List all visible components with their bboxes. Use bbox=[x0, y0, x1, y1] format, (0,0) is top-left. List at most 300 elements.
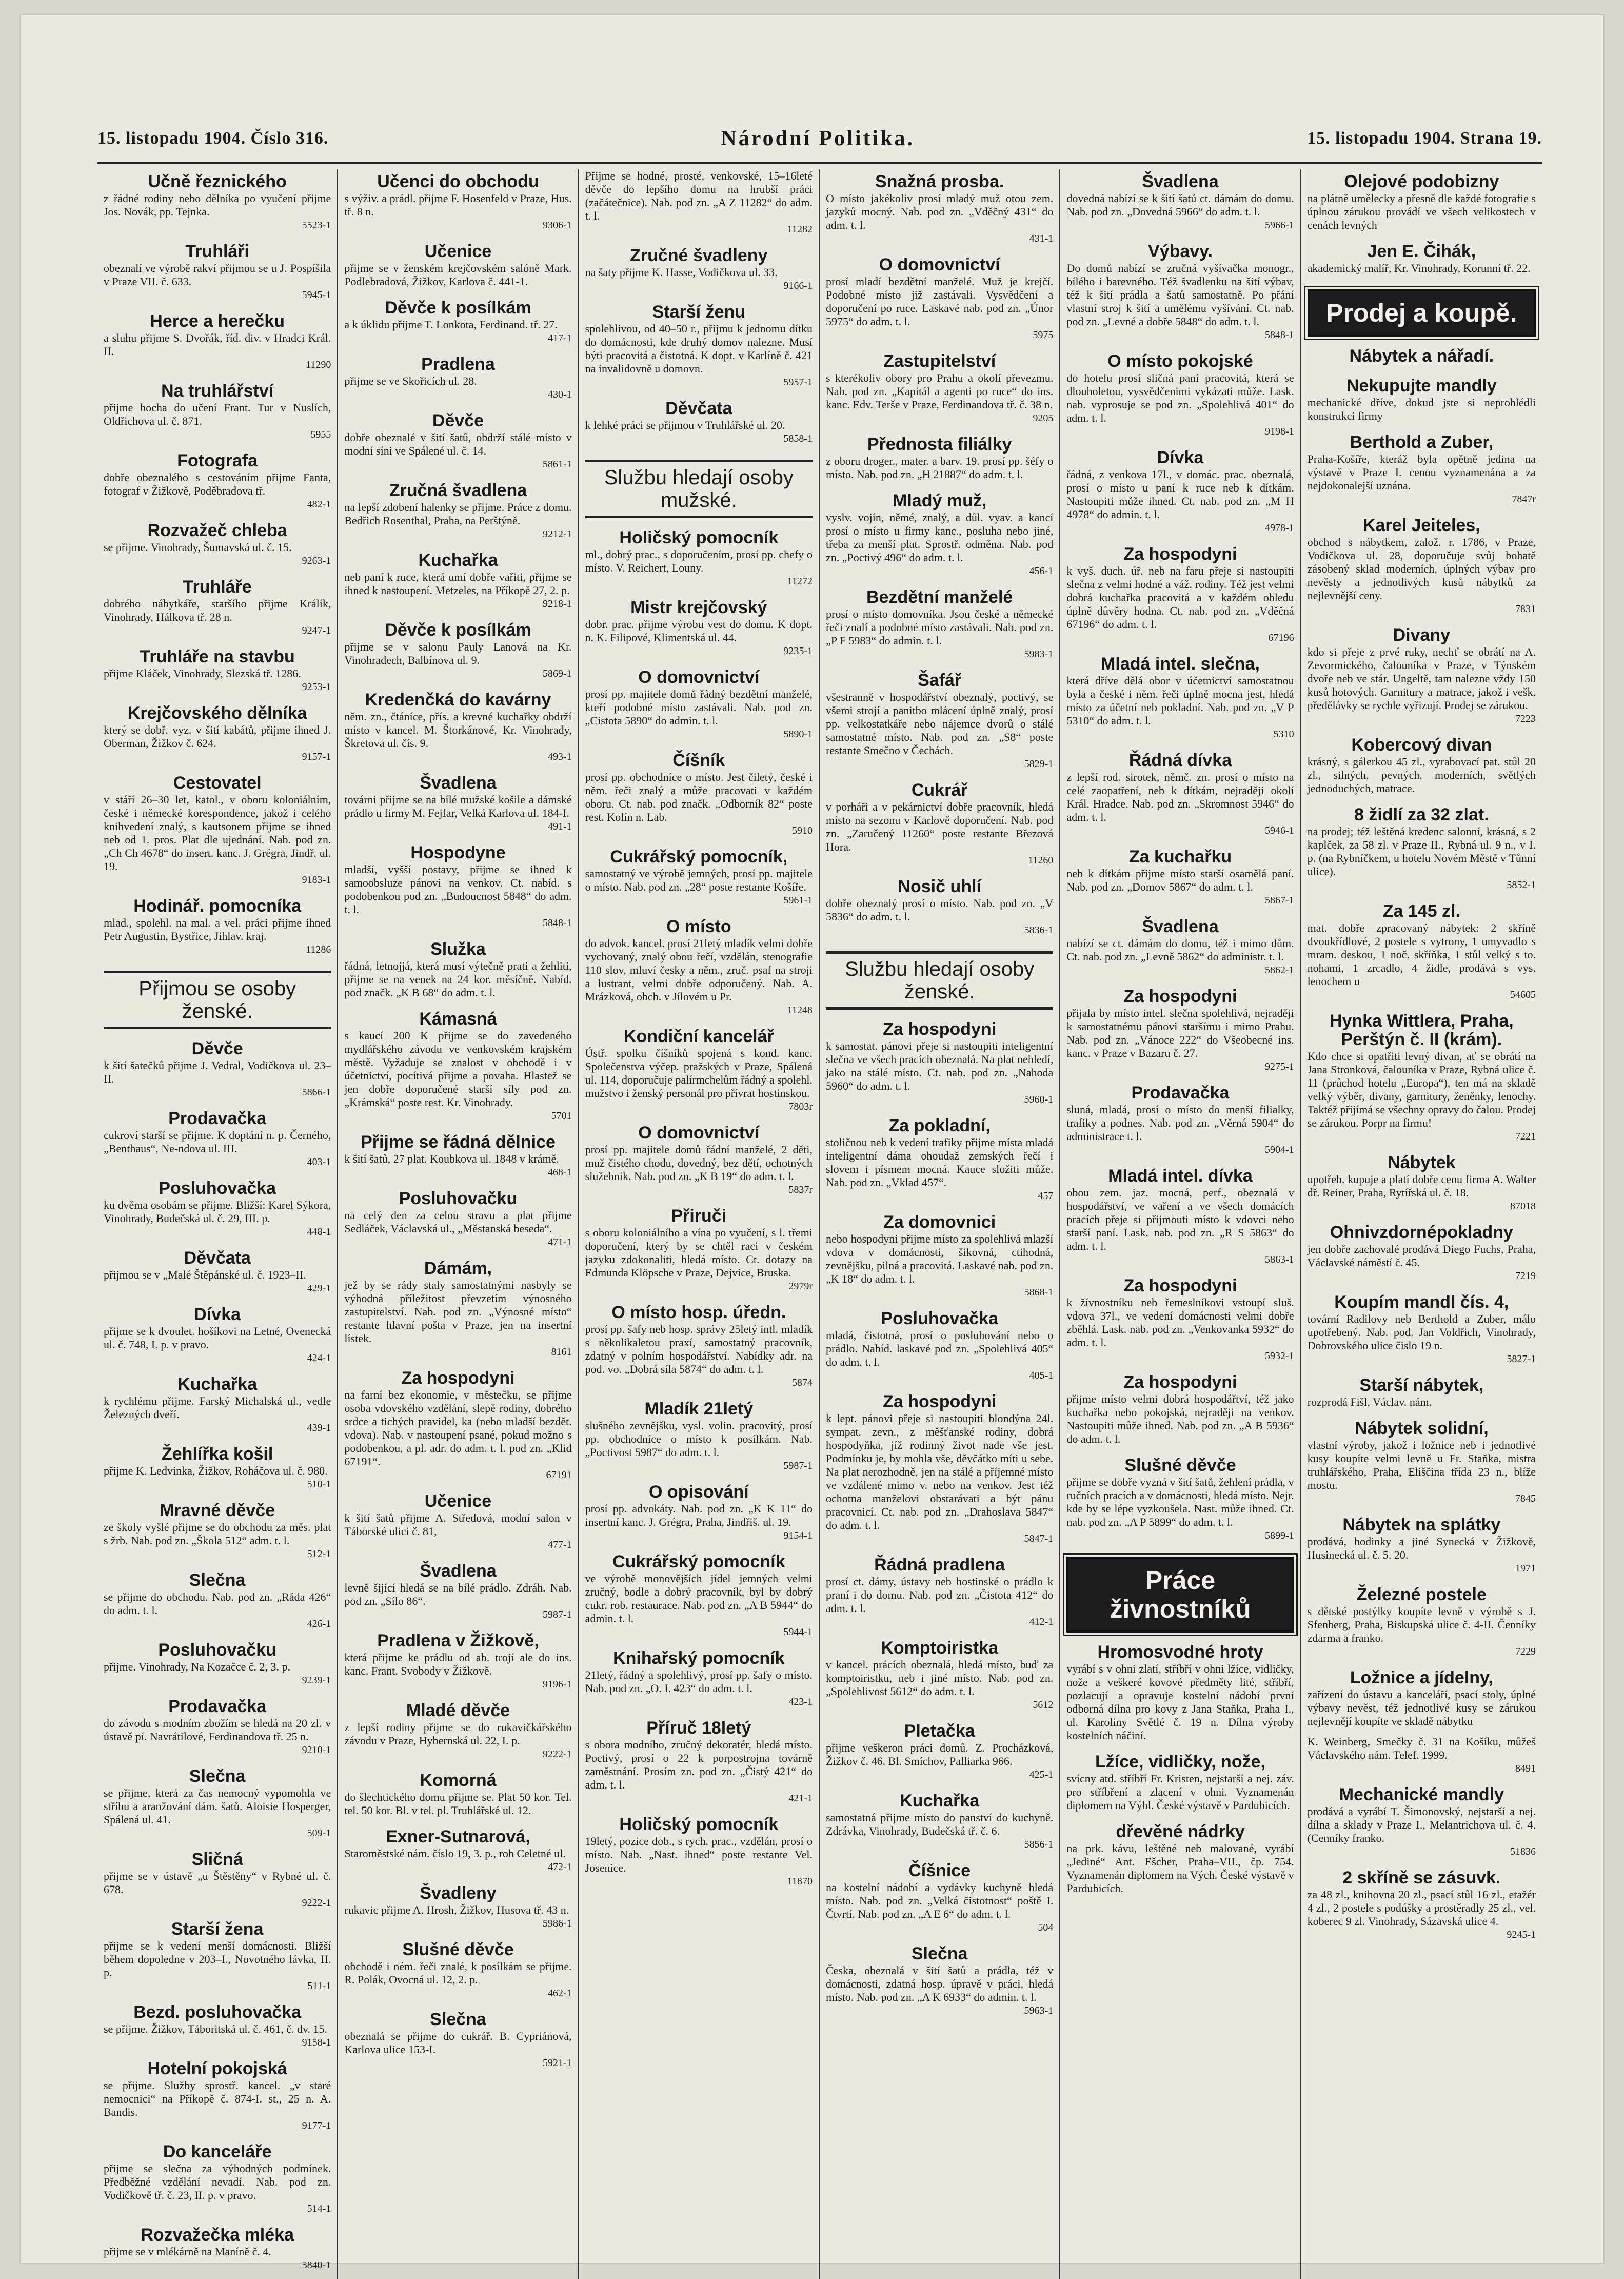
ad-text: kdo si přeje z prvé ruky, nechť se obrátí na A. Zevormického, čalouníka v Praze, v Týnském dvoře neb ve stár. Ungeltě, tam nalezne vždy 150 kusů hotových. Garnitury a matrace, jakož i vešk. předělávky se rychle vyřizují. Prodej se zárukou. bbox=[1307, 645, 1536, 712]
ad-text: Přijme se hodné, prosté, venkovské, 15–16leté děvče do lepšího domu na hrubší práci (začátečnice). Nab. pod zn. „A Z 11282“ do adm. t. l. bbox=[585, 169, 813, 222]
ad-text: 19letý, pozice dob., s rych. prac., vzdělán, prosí o místo. Nab. „Nast. ihned“ poste restante Vel. Josenice. bbox=[585, 1835, 813, 1874]
ad-title: Mladá intel. dívka bbox=[1108, 1166, 1253, 1186]
ad-reference-number: 425-1 bbox=[1029, 1769, 1054, 1780]
classified-ad bbox=[1308, 802, 1536, 892]
classified-ad bbox=[344, 937, 571, 999]
ad-title: Karel Jeiteles, bbox=[1362, 516, 1480, 535]
ad-title: Slušné děvče bbox=[1124, 1456, 1236, 1475]
classified-ad bbox=[104, 1176, 331, 1239]
ad-text: přijme. Vinohrady, Na Kozačce č. 2, 3. p. bbox=[104, 1660, 290, 1673]
ad-title: Holičský pomocník bbox=[619, 1815, 779, 1834]
ad-title: Kredenčká do kavárny bbox=[365, 690, 551, 710]
ad-title: Za hospodyni bbox=[1123, 1372, 1237, 1392]
ad-title: Jen E. Čihák, bbox=[1367, 242, 1476, 261]
classified-ad bbox=[104, 1498, 331, 1561]
ad-title: Starší žena bbox=[171, 1919, 264, 1939]
ad-reference-number: 510-1 bbox=[307, 1479, 331, 1490]
ad-reference-number: 5856-1 bbox=[1024, 1839, 1054, 1850]
ad-reference-number: 7221 bbox=[1515, 1131, 1536, 1142]
ad-text: akademický malíř, Kr. Vinohrady, Korunní tř. 22. bbox=[1307, 262, 1531, 274]
classified-ad bbox=[104, 2223, 331, 2272]
ad-reference-number: 9154-1 bbox=[783, 1530, 813, 1541]
classified-ad bbox=[104, 771, 331, 887]
column-3 bbox=[579, 169, 820, 2279]
ad-text: zařízení do ústavu a kanceláří, psací stoly, úplné výbavy nevěst, též jednotlivé kusy se zárukou nejlevnějí koupíte ve skladě nábytku bbox=[1307, 1688, 1536, 1727]
ad-text: upotřeb. kupuje a platí dobře cenu firma A. Walter dř. Reiner, Praha, Rytířská ul. č. 18. bbox=[1307, 1173, 1536, 1199]
ad-title: Nábytek solidní, bbox=[1354, 1419, 1489, 1438]
ad-reference-number: 477-1 bbox=[547, 1539, 572, 1550]
ad-text: prodává a vyrábí T. Šimonovský, nejstarší a nej. dílna a sklady v Praze I., Melantrichova ul. č. 4. (Cenníky franko. bbox=[1307, 1805, 1536, 1844]
ad-title: Rozvažeč chleba bbox=[147, 521, 287, 540]
ad-title: Zručné švadleny bbox=[630, 246, 768, 265]
ad-title: Švadleny bbox=[420, 1883, 497, 1903]
ad-title: Švadlena bbox=[1142, 172, 1219, 191]
classified-ad bbox=[1308, 1220, 1536, 1283]
classified-ad bbox=[826, 778, 1053, 867]
ad-text: z lepší rodiny přijme se do rukavičkářského závodu v Praze, Hybernská ul. 22, I. p. bbox=[344, 1721, 572, 1747]
ad-text: přijme hocha do učení Frant. Tur v Nuslích, Oldřichova ul. č. 871. bbox=[104, 401, 331, 427]
ad-text: do šlechtického domu přijme se. Plat 50 kor. Tel. tel. 50 kor. Bl. v tel. pl. Truhlářské ul. 12. bbox=[344, 1791, 572, 1817]
ad-text: dovedná nabízí se k šití šatů ct. dámám do domu. Nab. pod zn. „Dovedná 5966“ do adm. t. l. bbox=[1066, 192, 1294, 218]
ad-text: na celý den za celou stravu a plat přijme Sedláček, Václavská ul., „Městanská beseda“. bbox=[344, 1209, 572, 1235]
ad-reference-number: 87018 bbox=[1510, 1201, 1536, 1212]
ad-reference-number: 5869-1 bbox=[542, 668, 572, 679]
ad-title: Příruč 18letý bbox=[646, 1718, 751, 1738]
section-heading: Službu hledají osoby mužské. bbox=[585, 460, 813, 518]
classified-ad bbox=[585, 844, 813, 907]
classified-ad bbox=[104, 894, 331, 956]
ad-title: Posluhovačka bbox=[159, 1178, 276, 1198]
ad-text: Staroměstské nám. číslo 19, 3. p., roh Celetné ul. bbox=[344, 1847, 566, 1860]
header-date-issue: 15. listopadu 1904. Číslo 316. bbox=[97, 129, 329, 148]
classified-ad bbox=[826, 1389, 1053, 1545]
ad-reference-number: 504 bbox=[1038, 1922, 1054, 1933]
ad-text: Do domů nabízí se zručná vyšívačka monogr., bílého i barevného. Též švadlenku na šití výbav, též k šití prádla a šatů samostatně. Po přání vlastní stroj k šití a umělému vyšívání. Ct. nab. pod zn. „Levné a dobře 5848“ do adm. t. l. bbox=[1066, 262, 1294, 328]
ad-reference-number: 9210-1 bbox=[302, 1744, 331, 1756]
ad-title: Slečna bbox=[911, 1944, 968, 1963]
classified-ad bbox=[1066, 349, 1294, 438]
ad-text: továrni přijme se na bílé mužské košile a dámské prádlo u firmy M. Fejfar, Velká Karlova ul. 184-I. bbox=[344, 793, 572, 819]
classified-ad bbox=[104, 1372, 331, 1435]
classified-ad bbox=[1308, 169, 1536, 232]
ad-reference-number: 11248 bbox=[787, 1005, 813, 1016]
classified-ad bbox=[104, 575, 331, 637]
ad-text: k šití šatečků přijme J. Vedral, Vodičkova ul. 23–II. bbox=[104, 1059, 331, 1085]
classified-ad bbox=[585, 1646, 813, 1708]
ad-text: K. Weinberg, Smečky č. 31 na Košíku, můžeš Václavského nám. Telef. 1999. bbox=[1307, 1735, 1536, 1761]
ad-title: Učenci do obchodu bbox=[377, 172, 539, 191]
ad-title: Pletačka bbox=[904, 1721, 975, 1741]
ad-text: mladá, čistotná, prosí o posluhování nebo o prádlo. Nabíd. laskavé pod zn. „Spolehlivá 405“ do adm. t. l. bbox=[826, 1329, 1054, 1368]
ad-text: stoličnou neb k vedení trafiky přijme místa mladá inteligentní dáma ohoudaž zemských řečí i slovem i písmem mocná. Kauce složiti může. Nab. pod zn. „Vklad 457“. bbox=[826, 1136, 1054, 1189]
ad-reference-number: 462-1 bbox=[547, 1988, 572, 1999]
classified-ad bbox=[104, 448, 331, 511]
classified-ad bbox=[1066, 748, 1294, 837]
classified-ad bbox=[1308, 623, 1536, 725]
ad-reference-number: 5848-1 bbox=[1264, 329, 1294, 341]
ad-text: O místo jakékoliv prosí mladý muž otou zem. jazyků mocný. Nab. pod zn. „Vděčný 431“ do adm. t. l. bbox=[826, 192, 1054, 231]
ad-text: přijme se dobře vyzná v šití šatů, žehlení prádla, v ručních pracích a v domácnosti, hledá místo. Nejr. kde by se lépe vyzkoušela. Nast. může ihned. Ct. nab. pod zn. „A P 5899“ do adm. t. l. bbox=[1066, 1476, 1294, 1528]
ad-title: Sličná bbox=[191, 1850, 243, 1869]
ad-title: Nábytek a nářadí. bbox=[1349, 346, 1494, 366]
ad-title: Koupím mandl čís. 4, bbox=[1334, 1292, 1509, 1312]
ad-title: Pradlena v Žižkově, bbox=[377, 1631, 539, 1651]
ad-title: Dámám, bbox=[424, 1259, 492, 1278]
classified-ad bbox=[104, 1246, 331, 1295]
ad-text: přijme se k dvoulet. hošíkovi na Letné, Ovenecká ul. č. 748, I. p. v pravo. bbox=[104, 1325, 331, 1351]
ad-text: obchodě i ném. řeči znalé, k posílkám se přijme. R. Polák, Ovocná ul. 12, 2. p. bbox=[344, 1960, 572, 1986]
ad-text: nebo hospodyni přijme místo za spolehlivá mlazší vdova v domácnosti, šikovná, ctihodná, zevnějšku, pilná a pracovitá. Laskavé nab. pod zn. „K 18“ do adm. t. l. bbox=[826, 1232, 1054, 1285]
ad-text: přijme se v ženském krejčovském salóně Mark. Podlebradová, Žižkov, Karlova č. 441-1. bbox=[344, 262, 572, 288]
classified-ad bbox=[1066, 1164, 1294, 1266]
ad-title: Kobercový divan bbox=[1351, 735, 1492, 755]
boxed-section-heading: Práce živnostníků bbox=[1066, 1557, 1294, 1633]
classified-ad bbox=[826, 1553, 1053, 1628]
classified-ad bbox=[1066, 542, 1294, 644]
classified-ad bbox=[104, 1568, 331, 1630]
ad-title: Nosič uhlí bbox=[898, 877, 981, 896]
ad-title: Děvčata bbox=[184, 1248, 251, 1268]
section-heading: Přijmou se osoby ženské. bbox=[104, 971, 331, 1029]
ad-reference-number: 9253-1 bbox=[302, 681, 331, 693]
ad-title: Truhláře bbox=[183, 577, 252, 597]
ad-text: 21letý, řádný a spolehlivý, prosí pp. šafy o místo. Nab. pod zn. „O. I. 423“ do adm. t. l. bbox=[585, 1668, 813, 1695]
ad-title: Cukrářský pomocník, bbox=[610, 847, 788, 867]
ad-title: Za hospodyni bbox=[1123, 987, 1237, 1006]
classified-ad bbox=[344, 239, 571, 288]
classified-ad bbox=[1066, 1080, 1294, 1156]
ad-title: Slečna bbox=[189, 1570, 246, 1590]
ad-text: ku dvěma osobám se přijme. Bližší: Karel Sýkora, Vinohrady, Budečská ul. č. 29, III. p. bbox=[104, 1199, 331, 1225]
ad-text: s výživ. a prádl. přijme F. Hosenfeld v Praze, Hus. tř. 8 n. bbox=[344, 192, 572, 218]
classified-ad bbox=[344, 840, 571, 930]
ad-title: Truhláře na stavbu bbox=[140, 647, 295, 666]
classified-ad bbox=[826, 349, 1053, 425]
ad-title: Číšnice bbox=[908, 1861, 971, 1880]
classified-ad bbox=[1308, 1582, 1536, 1658]
classified-ad bbox=[344, 1881, 571, 1930]
ad-title: Přednosta filiálky bbox=[867, 435, 1012, 454]
ad-title: Děvče k posílkám bbox=[385, 298, 531, 318]
ad-text: z lepší rod. sirotek, němč. zn. prosí o místo na celé zaopatření, neb k dítkám, nejraději okolí Král. Hradce. Nab. pod zn. „Skromnost 5946“ do adm. t. l. bbox=[1066, 771, 1294, 823]
ad-reference-number: 5987-1 bbox=[542, 1609, 572, 1620]
ad-text: která přijme ke prádlu od ab. trojí ale do ins. kanc. Frant. Svobody v Žižkově. bbox=[344, 1651, 572, 1677]
ad-title: Herce a herečku bbox=[150, 311, 285, 331]
ad-title: Starší ženu bbox=[652, 302, 746, 322]
classified-ad bbox=[826, 668, 1053, 771]
ad-text: svícny atd. stříbří Fr. Kristen, nejstarší a nej. záv. pro stříbření a zlacení v ohni. Vyznamenán diplomem na Výbl. České výstavě v Pardubicích. bbox=[1066, 1772, 1294, 1812]
ad-title: Učně řeznického bbox=[148, 172, 287, 191]
ad-reference-number: 5910 bbox=[792, 825, 813, 836]
boxed-section-heading: Prodej a koupě. bbox=[1308, 289, 1536, 337]
classified-ad bbox=[1066, 1640, 1294, 1742]
classified-ad bbox=[1308, 1512, 1536, 1575]
classified-ad bbox=[344, 1007, 571, 1123]
ad-text: všestranně v hospodářství obeznalý, poctivý, se všemi strojí a panitbo mlácení úplně znalý, prosí pp. velkostatkáře nebo nájemce dvorů o stálé samostatné místo. Nab. pod zn. „S8“ poste restante Smečno v Čechách. bbox=[826, 691, 1054, 757]
ad-reference-number: 9218-1 bbox=[542, 598, 572, 610]
classified-ad bbox=[585, 1716, 813, 1805]
ad-title: Ložnice a jídelny, bbox=[1350, 1668, 1493, 1687]
ad-text: a k úklidu přijme T. Lonkota, Ferdinand. tř. 27. bbox=[344, 318, 558, 331]
ad-reference-number: 5983-1 bbox=[1024, 649, 1054, 660]
classified-ad bbox=[585, 1549, 813, 1639]
ad-title: Bezdětní manželé bbox=[866, 587, 1013, 607]
ad-title: Prodavačka bbox=[1131, 1083, 1230, 1103]
ad-title: Švadlena bbox=[420, 1561, 497, 1581]
ad-title: Truhláři bbox=[185, 242, 250, 261]
ad-text: na prodej; též leštěná kredenc salonní, krásná, s 2 kaplček, za 58 zl. v Praze II., Rybná ul. 9 n., v I. p. (na Rybníčkem, u hotelu Novém Městě v Tůnní ulice). bbox=[1307, 825, 1536, 878]
classified-ad bbox=[104, 1036, 331, 1099]
ad-reference-number: 424-1 bbox=[307, 1352, 331, 1364]
classified-ad bbox=[585, 1480, 813, 1542]
ad-text: přijme místo velmi dobrá hospodářtví, též jako kuchařka nebo pokojská, nejraději na venkov. Nastoupiti může ihned. Nab. pod zn. „A B 5936“ do adm. t. l. bbox=[1066, 1392, 1294, 1445]
column-1 bbox=[97, 169, 338, 2279]
ad-text: k lept. pánovi přeje si nastoupiti blondýna 24l. sympat. zevn., z měšťanské rodiny, dobrá hospodyňka, jíž rodinný život nade vše jest. Podmínku je, by mohla vše, děvčátko míti u sebe. Na plat nerozhodně, jen na stálé a příjemné místo ve vzdálené mimo v. nebo na venkov. Jest též ochotna manželovi obstarávati a být pánu pracovnicí. Ct. nab. pod zn. „Drahoslava 5847“ do adm. t. l. bbox=[826, 1412, 1054, 1531]
ad-title: Mladík 21letý bbox=[644, 1399, 754, 1419]
classified-ad bbox=[104, 518, 331, 567]
ad-title: Slušné děvče bbox=[402, 1940, 514, 1959]
ad-reference-number: 5847-1 bbox=[1024, 1533, 1054, 1544]
ad-text: z oboru droger., mater. a barv. 19. prosí pp. šéfy o místo. Nab. pod zn. „H 21887“ do adm. t. l. bbox=[826, 455, 1054, 481]
ad-text: k rychlému přijme. Farský Michalská ul., vedle Železných dveří. bbox=[104, 1394, 331, 1421]
ad-text: do hotelu prosí sličná paní pracovitá, která se dlouholetou, vysvědčenimi vykázati může. Lask. nab. vyprosuje se pod zn. „Spolehlivá 401“ do adm. t. l. bbox=[1066, 371, 1294, 424]
header-rule bbox=[97, 162, 1542, 164]
ad-reference-number: 5986-1 bbox=[542, 1918, 572, 1929]
classified-ad bbox=[104, 1638, 331, 1687]
ad-text: se přijme do obchodu. Nab. pod zn. „Ráda 426“ do adm. t. l. bbox=[104, 1590, 331, 1617]
ad-title: Rozvažečka mléka bbox=[141, 2225, 294, 2245]
ad-title: Řádná pradlena bbox=[874, 1555, 1005, 1575]
ad-text: prosí pp. majitele domů řádný bezdětní manželé, kteří podobné místo zastávali. Nab. pod zn. „Cistota 5890“ do admin. t. l. bbox=[585, 687, 813, 727]
ad-text: něm. zn., čtáníce, přís. a krevné kuchařky obdrží místo v kancel. M. Štorkánové, Kr. Vinohrady, Škretova ul. čís. 9. bbox=[344, 710, 572, 750]
ad-reference-number: 512-1 bbox=[307, 1548, 331, 1560]
ad-text: dobrého nábytkáře, staršího přijme Králík, Vinohrady, Hálkova tř. 28 n. bbox=[104, 597, 331, 623]
ad-reference-number: 5701 bbox=[551, 1110, 572, 1122]
classified-ad bbox=[585, 396, 813, 445]
ad-text: na šaty přijme K. Hasse, Vodičkova ul. 33. bbox=[585, 266, 778, 279]
classified-ad bbox=[585, 1397, 813, 1472]
ad-reference-number: 51836 bbox=[1510, 1846, 1536, 1857]
ad-text: prodává, hodinky a jiné Synecká v Žižkově, Husinecká ul. č. 5. 20. bbox=[1307, 1535, 1536, 1561]
classified-ad bbox=[585, 1204, 813, 1293]
classified-ad bbox=[1066, 1273, 1294, 1363]
ad-text: řádná, z venkova 17l., v domác. prac. obeznalá, prosí o místo u paní k ruce neb k dítkám. Nastoupiti může ihned. Ct. nab. pod zn. „M H 4978“ do admin. t. l. bbox=[1066, 468, 1294, 521]
ad-text: ze školy vyšlé přijme se do obchodu za měs. plat s žrb. Nab. pod zn. „Škola 512“ adm. t. l. bbox=[104, 1521, 331, 1547]
ad-title: Exner-Sutnarová, bbox=[386, 1827, 530, 1846]
classified-ad bbox=[826, 252, 1053, 342]
classified-ad bbox=[585, 525, 813, 588]
classified-ad bbox=[344, 1628, 571, 1691]
classified-ad bbox=[344, 352, 571, 401]
ad-text: do závodu s modním zbožím se hledá na 20 zl. v ústavě pí. Navrátilové, Ferdinandova tř. 25 n. bbox=[104, 1717, 331, 1743]
column-6 bbox=[1301, 169, 1542, 2279]
ad-title: Kondiční kancelář bbox=[623, 1027, 774, 1046]
ad-title: Do kanceláře bbox=[163, 2142, 272, 2162]
ad-reference-number: 5861-1 bbox=[542, 459, 572, 470]
classified-ad bbox=[1308, 344, 1536, 366]
ad-text: který se dobř. vyz. v šití kabátů, přijme ihned J. Oberman, Žižkov č. 624. bbox=[104, 723, 331, 750]
ad-reference-number: 5961-1 bbox=[783, 895, 813, 906]
ad-title: Řádná dívka bbox=[1128, 751, 1232, 770]
ad-reference-number: 5858-1 bbox=[783, 433, 813, 444]
ad-title: Za hospodyni bbox=[1123, 1276, 1237, 1295]
ad-reference-number: 5867-1 bbox=[1264, 895, 1294, 906]
ad-title: Kámasná bbox=[419, 1009, 497, 1029]
classified-ad bbox=[585, 1121, 813, 1196]
classified-ad bbox=[344, 169, 571, 232]
ad-text: se přijme. Vinohrady, Šumavská ul. č. 15. bbox=[104, 541, 292, 554]
ad-reference-number: 7229 bbox=[1515, 1646, 1536, 1657]
ad-text: dobře obeznalého s cestováním přijme Fanta, fotograf v Žižkově, Poděbradova tř. bbox=[104, 471, 331, 497]
ad-text: Česka, obeznalá v šití šatů a prádla, též v domácnosti, zdatná hosp. úpravě v práci, hledá místo. Nab. pod zn. „A K 6933“ do admin. t. l. bbox=[826, 1964, 1054, 2003]
classified-ad bbox=[344, 1489, 571, 1551]
ad-title: Prodavačka bbox=[168, 1109, 267, 1128]
ad-reference-number: 514-1 bbox=[307, 2203, 331, 2214]
ad-reference-number: 5827-1 bbox=[1507, 1353, 1536, 1365]
ad-title: Slečna bbox=[430, 2010, 486, 2029]
ad-title: Posluhovačku bbox=[158, 1640, 276, 1660]
ad-reference-number: 5829-1 bbox=[1024, 758, 1054, 770]
ad-reference-number: 9222-1 bbox=[542, 1748, 572, 1760]
ad-text: na farní bez ekonomie, v městečku, se přijme osoba vdovského vzdělání, slepě rodiny, dobrého srdce a tichých pravidel, ka (nebo mladší bezdět. vdova). Nab. v nastoupení psané, pokud možno s podobenkou, a pl. adr. do adm. t. l. pod zn. „Klid 67191“. bbox=[344, 1388, 572, 1468]
ad-text: v stáří 26–30 let, katol., v oboru koloniálním, české i německé korespondence, jakož i celého knihvedení znalý, s kautsonem přijme se ihned neb od 1. pros. Plat dle ujednání. Nab. pod zn. „Ch Ch 4678“ do insert. kanc. J. Grégra, Jindř. ul. 19. bbox=[104, 793, 331, 873]
ad-reference-number: 429-1 bbox=[307, 1283, 331, 1294]
ad-text: která dříve dělá obor v účetnictví samostatnou byla a české i něm. řeči úplně mocna jest, hledá místo za účetní neb pokladní. Nab. pod zn. „V P 5310“ do adm. t. l. bbox=[1066, 674, 1294, 727]
ad-text: prosí pp. advokáty. Nab. pod zn. „K K 11“ do insertní kanc. J. Grégra, Praha, Jindřiš. ul. 19. bbox=[585, 1502, 813, 1528]
classified-ad bbox=[1308, 1416, 1536, 1505]
ad-reference-number: 448-1 bbox=[307, 1226, 331, 1237]
ad-title: Služka bbox=[430, 939, 486, 959]
ad-reference-number: 5862-1 bbox=[1264, 965, 1294, 976]
ad-text: neb paní k ruce, která umí dobře vařiti, přijme se ihned k nastoupení. Metzeles, na Příkopě 27, 2. p. bbox=[344, 571, 572, 597]
ad-text: dobře obeznalý prosí o místo. Nab. pod zn. „V 5836“ do adm. t. l. bbox=[826, 897, 1054, 923]
ad-text: mlad., spolehl. na mal. a vel. práci přijme ihned Petr Augustin, Bystřice, Jihlav. kraj. bbox=[104, 916, 331, 942]
ad-text: cukroví starší se přijme. K doptání n. p. Černého, „Benthaus“, Ne-ndova ul. III. bbox=[104, 1129, 331, 1155]
ad-title: O místo pokojské bbox=[1107, 351, 1253, 371]
ad-reference-number: 11272 bbox=[787, 576, 813, 587]
ad-title: Za kuchařku bbox=[1128, 847, 1232, 867]
classified-ad bbox=[585, 1024, 813, 1113]
ad-text: prosí ct. dámy, ústavy neb hostinské o prádlo k praní i do domu. Nab. pod zn. „Čistota 412“ do adm. t. l. bbox=[826, 1575, 1054, 1615]
ad-title: Děvčata bbox=[665, 399, 732, 418]
ad-text: obou zem. jaz. mocná, perf., obeznalá v hospodářství, ve vaření a ve všech domácích pracích přeje si přijmouti místo k vdovci nebo starší paní. Lask. nab. pod zn. „R S 5863“ do adm. t. l. bbox=[1066, 1186, 1294, 1252]
ad-text: prosí pp. obchodníce o místo. Jest čiletý, české i něm. řeči znalý a může pracovati v každém oboru. Ct. nab. pod značk. „Odborník 82“ poste rest. Kolín n. Lab. bbox=[585, 771, 813, 823]
ad-text: přijme veškeron práci domů. Z. Procházková, Žižkov č. 46. Bl. Smíchov, Palliarka 966. bbox=[826, 1741, 1054, 1767]
ad-reference-number: 5944-1 bbox=[783, 1626, 813, 1638]
ad-reference-number: 5310 bbox=[1273, 729, 1294, 740]
ad-title: Za 145 zl. bbox=[1382, 901, 1460, 921]
ad-title: Snažná prosba. bbox=[875, 172, 1004, 191]
ad-title: Za pokladní, bbox=[888, 1116, 991, 1135]
ad-text: přijme se ve Skořicích ul. 28. bbox=[344, 375, 477, 387]
ad-text: v kancel. prácích obeznalá, hledá místo, buď za komptoiristku, neb i jiné místo. Nab. pod zn. „Spolehlivost 5612“ do adm. t. l. bbox=[826, 1658, 1054, 1698]
ad-text: k šití šatů, 27 plat. Koubkova ul. 1848 v krámě. bbox=[344, 1152, 559, 1165]
ad-title: 2 skříně se zásuvk. bbox=[1342, 1868, 1501, 1888]
ad-reference-number: 482-1 bbox=[307, 499, 331, 510]
ad-reference-number: 491-1 bbox=[547, 821, 572, 832]
ad-title: Zastupitelství bbox=[883, 351, 996, 371]
ad-text: vlastní výroby, jakož i ložnice neb i jednotlivé kusy koupíte velmi levně u Fr. Staňka, mistra truhlářského, Praha, Eliščina třída 23 n., blíže mostu. bbox=[1307, 1439, 1536, 1491]
classified-ad bbox=[1066, 239, 1294, 342]
classified-ad bbox=[104, 1764, 331, 1840]
ad-text: přijme se slečna za výhodných podmínek. Předběžné vzdělání nevadí. Nab. pod zn. Vodičkově tř. č. 23, II. p. v pravo. bbox=[104, 2162, 331, 2202]
classified-ad bbox=[104, 379, 331, 441]
classified-ad bbox=[344, 1824, 571, 1874]
ad-title: Děvče k posílkám bbox=[385, 620, 531, 640]
ad-title: Za hospodyni bbox=[401, 1368, 515, 1388]
ad-reference-number: 472-1 bbox=[547, 1861, 572, 1873]
ad-text: mechanické dříve, dokud jste si neprohlédli konstrukci firmy bbox=[1307, 396, 1536, 422]
header-date-page: 15. listopadu 1904. Strana 19. bbox=[1307, 129, 1542, 148]
ad-text: s kterékoliv obory pro Prahu a okolí převezmu. Nab. pod zn. „Kapitál a agenti po ruce“ do ins. kanc. Edv. Terše v Praze, Ferdinandova tř. č. 38 n. bbox=[826, 371, 1054, 411]
classified-ad bbox=[1066, 844, 1294, 907]
classified-ad bbox=[1066, 1819, 1294, 1895]
ad-text: k lehké práci se přijmou v Truhlářské ul. 20. bbox=[585, 419, 785, 431]
classified-ad bbox=[104, 2000, 331, 2049]
ad-reference-number: 5957-1 bbox=[783, 377, 813, 388]
ad-reference-number: 5868-1 bbox=[1024, 1287, 1054, 1298]
ad-reference-number: 11260 bbox=[1028, 855, 1054, 866]
ad-title: Hynka Wittlera, Praha, Perštýn č. II (krám). bbox=[1329, 1011, 1514, 1049]
ad-reference-number: 2979r bbox=[788, 1281, 813, 1292]
ad-reference-number: 5848-1 bbox=[542, 917, 572, 929]
ad-text: tovární Radilovy neb Berthold a Zuber, málo upotřebený. Nab. pod. Jan Voldřich, Vinohrady, Dobrovského ulice čislo 19 n. bbox=[1307, 1312, 1536, 1352]
ad-text: prosí mladí bezdětní manželé. Muž je krejčí. Podobné místo již zastávali. Vysvědčení a doporučení po ruce. Laskavé nab. pod zn. „Únor 5975“ do adm. t. l. bbox=[826, 275, 1054, 328]
ad-reference-number: 1971 bbox=[1515, 1563, 1536, 1574]
classified-ad bbox=[585, 914, 813, 1017]
classified-ad bbox=[344, 1256, 571, 1359]
classified-ad bbox=[104, 1694, 331, 1757]
classified-ad bbox=[1066, 1453, 1294, 1542]
classified-ad bbox=[585, 595, 813, 658]
ad-reference-number: 9166-1 bbox=[783, 280, 813, 291]
ad-title: Hotelní pokojská bbox=[147, 2059, 287, 2078]
ad-reference-number: 5945-1 bbox=[302, 289, 331, 301]
ad-title: Děvče bbox=[191, 1039, 243, 1058]
classified-ad bbox=[826, 488, 1053, 578]
ad-text: Kdo chce si opatřiti levný divan, ať se obrátí na Jana Stronková, čalouníka v Praze, Rybná ulice č. 11 (průchod hotelu „Europa“), ten má na skladě velký výběr, divany, garnitury, ženěnky, lenochy. Taktéž přijímá se všechny opravy do čalou. Prodej se zárukou. Porpr na firmu! bbox=[1307, 1050, 1536, 1129]
ad-title: Cukrář bbox=[911, 780, 968, 800]
classified-ad bbox=[585, 665, 813, 741]
ad-reference-number: 405-1 bbox=[1029, 1370, 1054, 1381]
ad-title: Nábytek bbox=[1388, 1153, 1456, 1172]
ad-title: O místo hosp. úředn. bbox=[611, 1303, 786, 1322]
ad-text: slušného zevnějšku, vysl. volin. pracovitý, prosí pp. obchodníce o místo k posílkám. Nab. „Poctivost 5987“ do adm. t. l. bbox=[585, 1419, 813, 1459]
ad-reference-number: 423-1 bbox=[788, 1696, 813, 1707]
ad-reference-number: 5866-1 bbox=[302, 1087, 331, 1098]
ad-title: Učenice bbox=[424, 1491, 492, 1511]
ad-reference-number: 5837r bbox=[788, 1184, 813, 1195]
ad-title: Švadlena bbox=[1142, 917, 1219, 936]
classified-ad bbox=[344, 1698, 571, 1761]
classified-ad bbox=[826, 1017, 1053, 1106]
ad-reference-number: 8491 bbox=[1515, 1763, 1536, 1774]
ad-title: Mistr krejčovský bbox=[630, 598, 767, 617]
ad-text: ve výrobě monovějších jídel jemných velmi zručný, bodle a dobrý pracovník, byl by dobrý cukr. rob. restaurace. Nab. pod zn. „A B 5944“ do admin. t. l. bbox=[585, 1572, 813, 1625]
column-5 bbox=[1060, 169, 1301, 2279]
ad-reference-number: 9275-1 bbox=[1264, 1061, 1294, 1072]
ad-text: rukavic přijme A. Hrosh, Žižkov, Husova tř. 43 n. bbox=[344, 1903, 569, 1916]
ad-title: Komptoiristka bbox=[881, 1638, 998, 1658]
ad-title: Za hospodyni bbox=[1123, 544, 1237, 564]
ad-title: Na truhlářství bbox=[161, 381, 274, 401]
classified-ad bbox=[1066, 652, 1294, 741]
classified-ad bbox=[104, 1442, 331, 1491]
ad-reference-number: 9263-1 bbox=[302, 555, 331, 566]
ad-text: k vyš. duch. úř. neb na faru přeje si nastoupiti slečna z velmi hodné a váž. rodiny. Též jest velmi dobrá kuchařka pracovitá a v každém ohledu úplně důvěry hodna. Ct. nab. pod zn. „Vděčná 67196“ do adm. t. l. bbox=[1066, 564, 1294, 631]
ad-text: přijme se v ústavě „u Štěstěny“ v Rybné ul. č. 678. bbox=[104, 1870, 331, 1896]
ad-reference-number: 417-1 bbox=[547, 332, 572, 344]
